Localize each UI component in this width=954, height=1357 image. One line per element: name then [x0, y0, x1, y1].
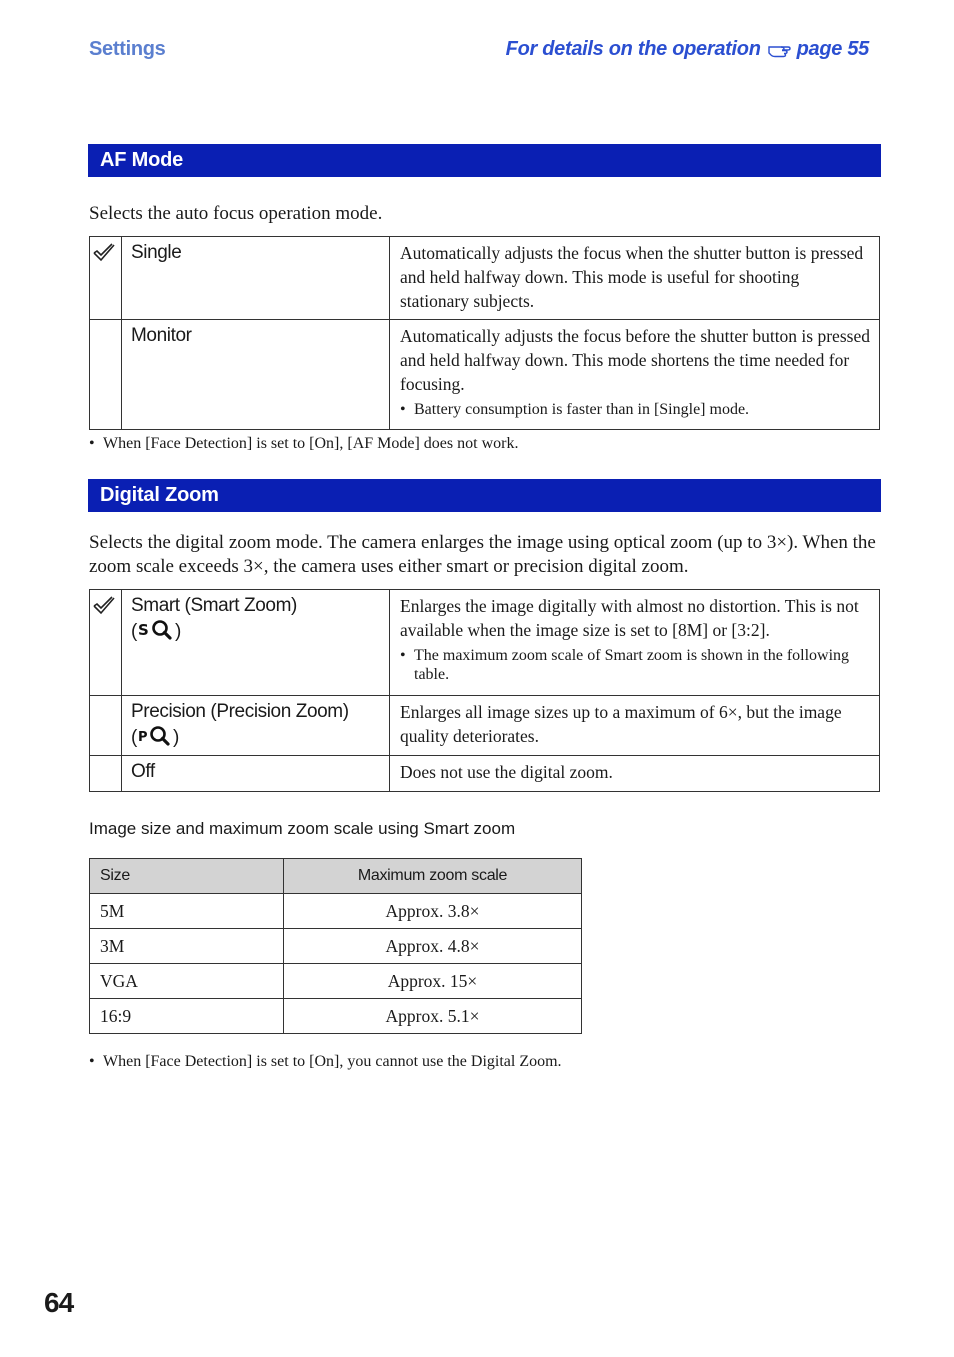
running-header-reference[interactable] [506, 38, 869, 61]
zoom-cell: Approx. 3.8× [284, 894, 582, 929]
column-header-max-zoom: Maximum zoom scale [284, 859, 582, 894]
option-icon-line: ( S ) [131, 618, 383, 647]
option-note-text: Battery consumption is faster than in [Single] mode. [414, 401, 750, 418]
table-row [90, 237, 880, 320]
option-description-text: Automatically adjusts the focus when the shutter button is pressed and held halfway down. This mode is useful for shooting stationary subjects. [400, 243, 864, 311]
table-row [90, 929, 582, 964]
zoom-cell: Approx. 5.1× [284, 999, 582, 1034]
default-marker-cell [90, 590, 122, 696]
option-name: Monitor [122, 320, 390, 430]
option-name-text: Smart (Smart Zoom) [131, 595, 297, 616]
bullet: • [89, 435, 95, 452]
af-mode-intro: Selects the auto focus operation mode. [89, 203, 383, 224]
option-description-text: Enlarges all image sizes up to a maximum of 6×, but the image quality deteriorates. [400, 702, 842, 746]
details-page-link[interactable]: page 55 [796, 38, 869, 60]
option-description-text: Does not use the digital zoom. [400, 762, 613, 782]
table-row [90, 590, 880, 696]
zoom-scale-table [89, 858, 582, 1034]
option-description [390, 696, 880, 756]
digital-zoom-heading: Digital Zoom [88, 479, 881, 512]
table-row [90, 964, 582, 999]
digital-zoom-intro: Selects the digital zoom mode. The camera enlarges the image using optical zoom (up to 3×). When the zoom scale exceeds 3×, the camera uses either smart or precision digital zoom. [89, 532, 876, 577]
default-check-icon [92, 250, 116, 267]
default-marker-cell [90, 320, 122, 430]
option-description [390, 590, 880, 696]
default-marker-cell [90, 237, 122, 320]
af-mode-heading: AF Mode [88, 144, 881, 177]
pointing-hand-icon [767, 41, 791, 59]
digital-zoom-footnote-text: When [Face Detection] is set to [On], you cannot use the Digital Zoom. [103, 1053, 562, 1070]
af-mode-footnote-text: When [Face Detection] is set to [On], [AF Mode] does not work. [103, 435, 519, 452]
size-cell: 3M [90, 929, 284, 964]
option-note [400, 400, 871, 419]
zoom-cell: Approx. 4.8× [284, 929, 582, 964]
size-cell: 5M [90, 894, 284, 929]
af-mode-options-table [89, 236, 880, 430]
table-row [90, 756, 880, 792]
running-header-section: Settings [89, 38, 166, 60]
page-number: 64 [44, 1287, 74, 1318]
size-cell: 16:9 [90, 999, 284, 1034]
option-description [390, 320, 880, 430]
option-description-text: Automatically adjusts the focus before the shutter button is pressed and held halfway down. This mode shortens the time needed for focusing. [400, 326, 870, 394]
option-note [400, 646, 871, 684]
table-row [90, 894, 582, 929]
digital-zoom-options-table [89, 589, 880, 792]
bullet: • [400, 401, 406, 418]
option-name: Off [122, 756, 390, 792]
option-name [122, 696, 390, 756]
af-mode-footnote [89, 434, 518, 454]
default-check-icon [92, 603, 116, 620]
smart-zoom-icon-letter: S [137, 621, 149, 639]
default-marker-cell [90, 756, 122, 792]
column-header-size: Size [90, 859, 284, 894]
table-row [90, 320, 880, 430]
digital-zoom-footnote [89, 1052, 562, 1072]
option-note-text: The maximum zoom scale of Smart zoom is shown in the following table. [414, 647, 850, 683]
option-name: Single [122, 237, 390, 320]
size-cell: VGA [90, 964, 284, 999]
zoom-cell: Approx. 15× [284, 964, 582, 999]
zoom-table-caption: Image size and maximum zoom scale using Smart zoom [89, 819, 516, 838]
smart-zoom-icon [137, 618, 175, 647]
precision-zoom-icon-letter: P [137, 730, 148, 745]
option-name [122, 590, 390, 696]
bullet: • [89, 1053, 95, 1070]
table-row [90, 999, 582, 1034]
table-row [90, 696, 880, 756]
option-description [390, 756, 880, 792]
option-description [390, 237, 880, 320]
default-marker-cell [90, 696, 122, 756]
option-description-text: Enlarges the image digitally with almost no distortion. This is not available when the image size is set to [8M] or [3:2]. [400, 596, 859, 640]
table-header-row [90, 859, 582, 894]
option-icon-line: ( P ) [131, 724, 383, 753]
details-prefix: For details on the operation [505, 38, 761, 60]
precision-zoom-icon [137, 724, 173, 753]
bullet: • [400, 647, 406, 664]
option-name-text: Precision (Precision Zoom) [131, 701, 349, 722]
